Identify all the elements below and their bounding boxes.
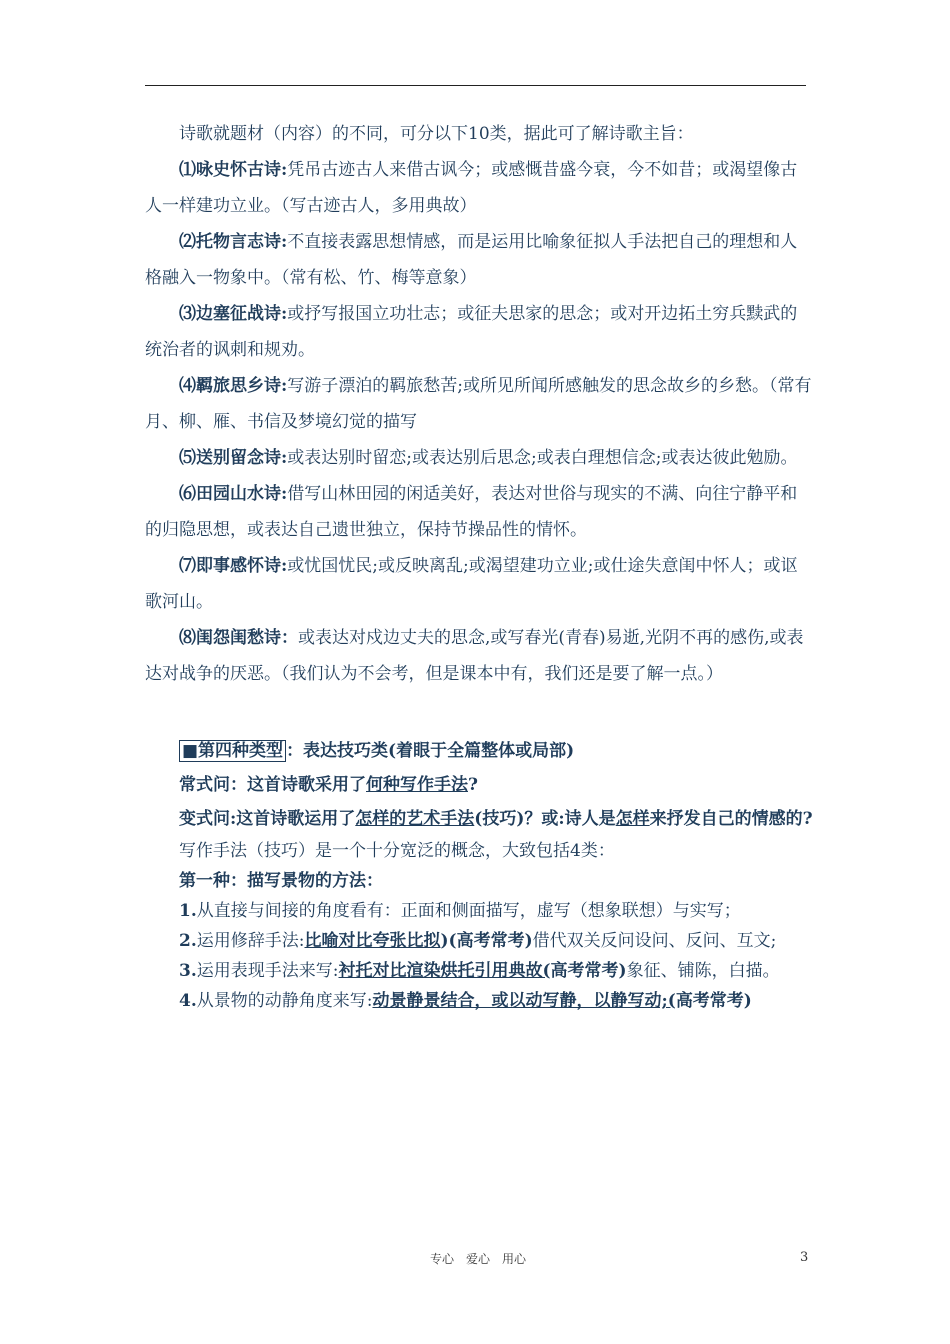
technique-paragraph: 写作手法（技巧）是一个十分宽泛的概念，大致包括4类：	[179, 841, 615, 861]
item-title: 田园山水诗	[196, 484, 281, 504]
question-variant: 变式问:这首诗歌运用了怎样的艺术手法(技巧)？或:诗人是怎样来抒发自己的情感的?	[179, 809, 813, 829]
list-item: 3.运用表现手法来写:衬托对比渲染烘托引用典故(高考常考)象征、铺陈，白描。	[179, 961, 780, 981]
item-text: 或表达别时留恋;或表达别后思念;或表白理想信念;或表达彼此勉励。	[287, 448, 798, 468]
poem-type-list	[145, 152, 813, 692]
list-item: ⑸送别留念诗:或表达别时留恋;或表达别后思念;或表白理想信念;或表达彼此勉励。	[179, 448, 798, 468]
item-title: 送别留念诗	[196, 448, 281, 468]
section-gap	[145, 692, 813, 734]
item-text: 或抒写报国立功壮志；或征夫思家的思念；或对开边拓土穷兵黩武的统治者的讽刺和规劝。	[145, 304, 798, 360]
list-item: ⑻闺怨闺愁诗：或表达对戍边丈夫的思念,或写春光(青春)易逝,光阴不再的感伤,或表达对战争的厌恶。（我们认为不会考，但是课本中有，我们还是要了解一点。）	[145, 628, 804, 684]
item-text: 凭吊古迹古人来借古讽今；或感慨昔盛今衰，今不如昔；或渴望像古人一样建功立业。（写古迹古人，多用典故）	[145, 160, 798, 216]
section-four	[145, 734, 813, 1016]
item-title: 闺怨闺愁诗	[196, 628, 281, 648]
item-title: 边塞征战诗	[196, 304, 281, 324]
header-rule	[145, 85, 806, 86]
item-text: 写游子漂泊的羁旅愁苦;或所见所闻所感触发的思念故乡的乡愁。（常有月、柳、雁、书信及梦境幻觉的描写	[145, 376, 812, 432]
document-body	[145, 116, 813, 1016]
item-title: 羁旅思乡诗	[196, 376, 281, 396]
list-item: ⑺即事感怀诗:或忧国忧民;或反映离乱;或渴望建功立业;或仕途失意闺中怀人；或讴歌河山。	[145, 556, 798, 612]
list-item: ⑴咏史怀古诗:凭吊古迹古人来借古讽今；或感慨昔盛今衰，今不如昔；或渴望像古人一样建功立业。（写古迹古人，多用典故）	[145, 160, 798, 216]
item-text: 或表达对戍边丈夫的思念,或写春光(青春)易逝,光阴不再的感伤,或表达对战争的厌恶。（我们认为不会考，但是课本中有，我们还是要了解一点。）	[145, 628, 804, 684]
list-item: 2.运用修辞手法:比喻对比夸张比拟)(高考常考)借代双关反问设问、反问、互文;	[179, 931, 777, 951]
item-title: 咏史怀古诗	[196, 160, 281, 180]
item-text: 不直接表露思想情感，而是运用比喻象征拟人手法把自己的理想和人格融入一物象中。（常有松、竹、梅等意象）	[145, 232, 798, 288]
list-item: 4.从景物的动静角度来写:动景静景结合，或以动写静，以静写动;(高考常考)	[179, 991, 752, 1011]
item-title: 托物言志诗	[196, 232, 281, 252]
footer-motto: 专心 爱心 用心	[430, 1252, 527, 1266]
subheading: 第一种：描写景物的方法：	[179, 871, 383, 891]
item-text: 或忧国忧民;或反映离乱;或渴望建功立业;或仕途失意闺中怀人；或讴歌河山。	[145, 556, 798, 612]
item-text: 借写山林田园的闲适美好，表达对世俗与现实的不满、向往宁静平和的归隐思想，或表达自己遗世独立，保持节操品性的情怀。	[145, 484, 798, 540]
list-item: ⑹田园山水诗:借写山林田园的闲适美好，表达对世俗与现实的不满、向往宁静平和的归隐思想，或表达自己遗世独立，保持节操品性的情怀。	[145, 484, 798, 540]
page-number: 3	[800, 1250, 809, 1265]
question-standard: 常式问：这首诗歌采用了何种写作手法?	[179, 775, 478, 795]
item-title: 即事感怀诗	[196, 556, 281, 576]
list-item: ⑶边塞征战诗:或抒写报国立功壮志；或征夫思家的思念；或对开边拓土穷兵黩武的统治者的讽刺和规劝。	[145, 304, 798, 360]
section-heading: ■第四种类型 ：表达技巧类(着眼于全篇整体或局部)	[145, 734, 813, 768]
list-item: 1.从直接与间接的角度看有：正面和侧面描写，虚写（想象联想）与实写；	[179, 901, 741, 921]
section-box-label: ■第四种类型	[179, 740, 286, 762]
list-item: ⑷羁旅思乡诗:写游子漂泊的羁旅愁苦;或所见所闻所感触发的思念故乡的乡愁。（常有月、柳、雁、书信及梦境幻觉的描写	[145, 376, 812, 432]
list-item: ⑵托物言志诗:不直接表露思想情感，而是运用比喻象征拟人手法把自己的理想和人格融入一物象中。（常有松、竹、梅等意象）	[145, 232, 798, 288]
intro-paragraph: 诗歌就题材（内容）的不同，可分以下10类，据此可了解诗歌主旨：	[179, 124, 694, 144]
